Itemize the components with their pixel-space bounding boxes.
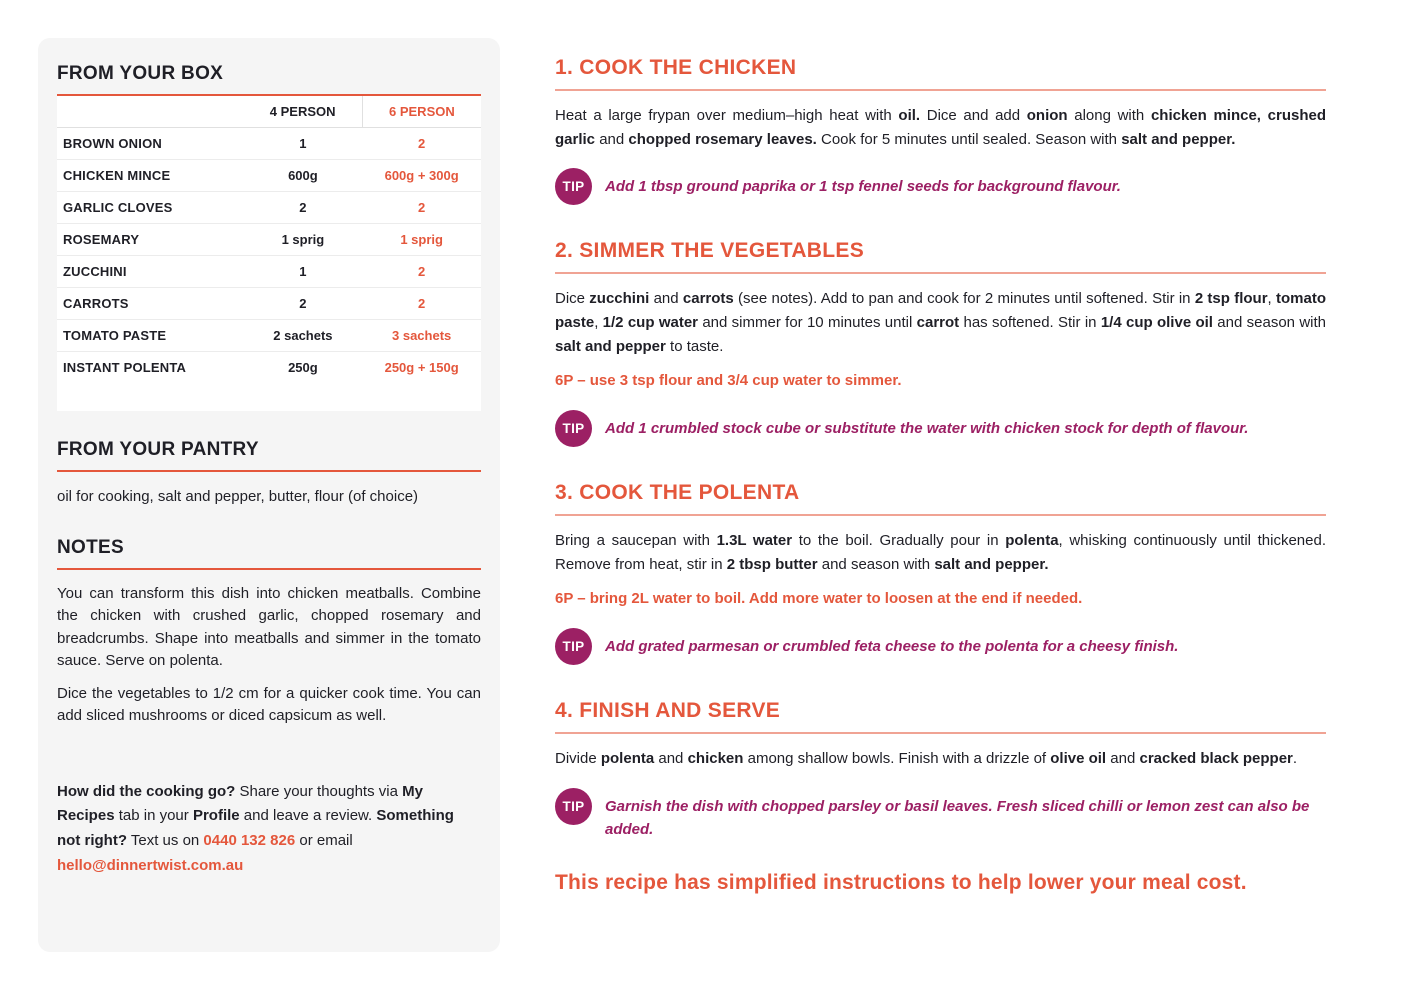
ingredient-name: ZUCCHINI <box>57 256 244 288</box>
pantry-section <box>57 439 481 509</box>
quantity-4-person: 1 <box>299 136 307 151</box>
ingredient-name: TOMATO PASTE <box>57 320 244 352</box>
step-1-title: 1. COOK THE CHICKEN <box>555 56 1326 91</box>
text-segment: polenta <box>1005 531 1059 549</box>
step-2-section <box>555 239 1326 447</box>
text-segment: Text us on <box>126 832 204 850</box>
text-segment: (see notes). Add to pan and cook for 2 minutes until softened. Stir in <box>733 290 1195 308</box>
text-segment: How did the cooking go? <box>57 782 236 800</box>
text-segment: and simmer for 10 minutes until <box>698 314 917 332</box>
step-2-body <box>555 287 1326 358</box>
quantity-4-person: 2 <box>244 288 363 320</box>
pantry-text: oil for cooking, salt and pepper, butter, flour (of choice) <box>57 488 419 505</box>
text-segment: Profile <box>192 807 240 825</box>
ingredient-name: BROWN ONION <box>63 136 162 151</box>
table-row <box>57 224 481 256</box>
ingredients-table-wrap <box>57 96 481 411</box>
step-4-section <box>555 699 1326 841</box>
quantity-6-person: 3 sachets <box>362 320 481 352</box>
text-segment: olive oil <box>1050 749 1107 767</box>
step-3-section <box>555 481 1326 665</box>
phone-link[interactable]: 0440 132 826 <box>203 832 296 850</box>
tip-badge: TIP <box>555 168 592 205</box>
text-segment: . <box>1292 749 1298 767</box>
text-segment: polenta <box>600 749 655 767</box>
text-segment: salt and pepper <box>555 337 666 355</box>
text-segment: Divide <box>555 749 601 767</box>
table-row <box>57 288 481 320</box>
step-2-tip-text: Add 1 crumbled stock cube or substitute the water with chicken stock for depth of flavour. <box>605 419 1249 437</box>
text-segment: , whisking continuously until thickened. Remove from heat, stir in <box>555 531 1326 573</box>
quantity-4-person: 2 sachets <box>244 320 363 352</box>
quantity-4-person: 1 sprig <box>244 224 363 256</box>
text-segment: 2 tsp flour <box>1194 290 1268 308</box>
text-segment: crushed garlic <box>555 107 1326 148</box>
quantity-6-person: 600g + 300g <box>362 160 481 192</box>
header-blank-cell <box>57 96 244 128</box>
text-segment: zucchini <box>589 290 650 308</box>
quantity-6-person: 2 <box>362 288 481 320</box>
tip-badge: TIP <box>555 628 592 665</box>
ingredients-panel <box>38 38 500 952</box>
text-segment: oil. <box>898 107 921 124</box>
step-4-body <box>555 747 1326 771</box>
quantity-6-person: 250g + 150g <box>362 352 481 384</box>
quantity-4-person: 1 <box>244 256 363 288</box>
text-segment: and <box>649 290 683 308</box>
text-segment: along with <box>1067 107 1151 124</box>
text-segment: or email <box>295 832 353 850</box>
step-3-tip-text: Add grated parmesan or crumbled feta cheese to the polenta for a cheesy finish. <box>605 637 1179 655</box>
text-segment: Something not right? <box>57 807 454 850</box>
tip-badge: TIP <box>555 410 592 447</box>
text-segment: carrot <box>916 314 960 332</box>
table-row <box>57 128 481 160</box>
text-segment: and leave a review. <box>239 807 377 825</box>
quantity-6-person: 2 <box>362 192 481 224</box>
step-3-body <box>555 529 1326 576</box>
ingredients-table-head <box>57 96 481 128</box>
text-segment: 2 tbsp butter <box>726 555 818 573</box>
quantity-6-person: 2 <box>362 256 481 288</box>
contact-text <box>57 780 481 880</box>
ingredient-name: CARROTS <box>57 288 244 320</box>
table-row <box>57 256 481 288</box>
step-1-tip-text: Add 1 tbsp ground paprika or 1 tsp fennel seeds for background flavour. <box>605 178 1121 196</box>
text-segment: 1/4 cup olive oil <box>1100 314 1213 332</box>
table-row <box>57 160 481 192</box>
step-2-tip <box>555 410 1326 447</box>
instructions-column <box>555 56 1326 895</box>
text-segment: Dice and add <box>920 107 1027 124</box>
text-segment: Heat a large frypan over medium–high heat with <box>555 107 899 124</box>
text-segment: tab in your <box>114 807 193 825</box>
text-segment: has softened. Stir in <box>959 314 1101 332</box>
text-segment: Dice <box>555 290 590 308</box>
text-segment: and season with <box>817 555 935 573</box>
step-3-tip <box>555 628 1326 665</box>
text-segment: , <box>594 314 603 332</box>
quantity-4-person: 2 <box>244 192 363 224</box>
text-segment: chicken <box>687 749 744 767</box>
text-segment: and <box>595 130 629 148</box>
step-4-tip-text: Garnish the dish with chopped parsley or basil leaves. Fresh sliced chilli or lemon zest can also be added. <box>605 797 1310 838</box>
ingredient-name: INSTANT POLENTA <box>57 352 244 384</box>
ingredients-table <box>57 96 481 383</box>
notes-paragraph-2: Dice the vegetables to 1/2 cm for a quicker cook time. You can add sliced mushrooms or diced capsicum as well. <box>57 684 481 724</box>
step-2-title: 2. SIMMER THE VEGETABLES <box>555 239 1326 274</box>
step-3-six-person-note: 6P – bring 2L water to boil. Add more water to loosen at the end if needed. <box>555 590 1083 608</box>
text-segment: and season with <box>1212 314 1326 332</box>
text-segment: cracked black pepper <box>1139 749 1293 767</box>
text-segment: onion <box>1026 107 1068 124</box>
tip-badge: TIP <box>555 788 592 825</box>
text-segment: and <box>1106 749 1140 767</box>
step-1-tip <box>555 168 1326 205</box>
table-row <box>57 192 481 224</box>
text-segment: to taste. <box>665 337 724 355</box>
text-segment: chicken mince, <box>1150 107 1261 124</box>
text-segment: carrots <box>682 290 734 308</box>
from-your-box-title: FROM YOUR BOX <box>57 63 481 96</box>
text-segment: Share your thoughts via <box>235 782 403 800</box>
text-segment: Cook for 5 minutes until sealed. Season with <box>816 130 1122 148</box>
step-3-title: 3. COOK THE POLENTA <box>555 481 1326 516</box>
ingredient-name: CHICKEN MINCE <box>57 160 244 192</box>
simplified-instructions-note: This recipe has simplified instructions to help lower your meal cost. <box>555 871 1247 894</box>
pantry-title: FROM YOUR PANTRY <box>57 439 481 472</box>
header-4-person: 4 PERSON <box>244 96 363 128</box>
email-link[interactable]: hello@dinnertwist.com.au <box>57 857 244 875</box>
quantity-4-person: 600g <box>244 160 363 192</box>
text-segment: to the boil. Gradually pour in <box>792 531 1006 549</box>
table-row <box>57 320 481 352</box>
text-segment: salt and pepper. <box>934 555 1049 573</box>
text-segment: chopped rosemary leaves. <box>628 130 817 148</box>
text-segment: 1/2 cup water <box>602 314 699 332</box>
ingredient-name: ROSEMARY <box>57 224 244 256</box>
text-segment: Bring a saucepan with <box>555 531 717 549</box>
notes-paragraph-1: You can transform this dish into chicken meatballs. Combine the chicken with crushed garlic, chopped rosemary and breadcrumbs. Shape into meatballs and simmer in the tomato sauce. Serve on polenta. <box>57 584 481 669</box>
text-segment: , <box>1267 290 1276 308</box>
step-1-body <box>555 104 1326 151</box>
step-4-tip <box>555 788 1326 842</box>
quantity-4-person: 250g <box>244 352 363 384</box>
text-segment: among shallow bowls. Finish with a drizzle of <box>743 749 1051 767</box>
step-4-title: 4. FINISH AND SERVE <box>555 699 1326 734</box>
step-1-section <box>555 56 1326 205</box>
text-segment: and <box>654 749 688 767</box>
ingredient-name: GARLIC CLOVES <box>57 192 244 224</box>
text-segment <box>1261 107 1268 124</box>
text-segment: 1.3L water <box>716 531 793 549</box>
step-2-six-person-note: 6P – use 3 tsp flour and 3/4 cup water to simmer. <box>555 372 902 390</box>
notes-title: NOTES <box>57 537 481 570</box>
quantity-6-person: 1 sprig <box>362 224 481 256</box>
table-header-row <box>57 96 481 128</box>
notes-section <box>57 537 481 728</box>
quantity-6-person: 2 <box>418 136 426 151</box>
box-table-body <box>57 128 481 384</box>
header-6-person: 6 PERSON <box>362 96 481 128</box>
text-segment: salt and pepper. <box>1121 130 1236 148</box>
text-segment: tomato paste <box>555 290 1326 332</box>
text-segment: My Recipes <box>57 782 423 825</box>
table-row <box>57 352 481 384</box>
